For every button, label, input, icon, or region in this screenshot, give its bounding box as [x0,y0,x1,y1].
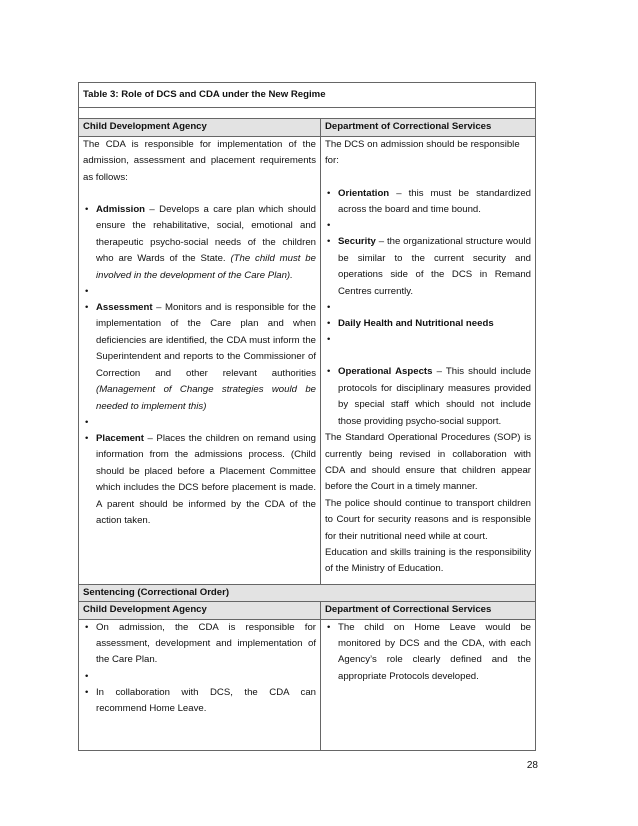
cda-item-placement: • Placement – Places the children on remand using information from the admissions process. (Child should be placed before a Placement Committee which includes the DCS before placement is made. A parent should be informed by the CDA of the action taken. [83,431,316,529]
sentencing-cda-item: • In collaboration with DCS, the CDA can recommend Home Leave. [83,685,316,718]
section1-right-cell [321,136,536,584]
dcs-police-paragraph: The police should continue to transport children to Court for security reasons and is responsible for their nutritional need while at court. [325,497,532,542]
section2-left-cell [79,619,321,750]
section1-right-header: Department of Correctional Services [321,119,536,136]
dcs-item-health: • Daily Health and Nutritional needs [325,316,531,332]
cda-item-assessment: • Assessment – Monitors and is responsible for the implementation of the Care plan and when deficiencies are identified, the CDA must inform the Superintendent and reports to the Commissioner of Correction and other relevant authorities (Management of Change strategies would be needed to implement this) [83,300,316,415]
dcs-item-operational: • Operational Aspects – This should include protocols for disciplinary measures provided by special staff which should not include those providing psycho-social support. [325,364,531,430]
dcs-item-orientation: • Orientation – this must be standardized across the board and time bound. [325,186,531,219]
sentencing-cda-item: • On admission, the CDA is responsible for assessment, development and implementation of the Care Plan. [83,620,316,669]
roles-table [78,82,536,751]
page-number: 28 [526,760,538,771]
section1-left-cell [79,136,321,584]
cda-intro: The CDA is responsible for implementation of the admission, assessment and placement requirements as follows: [83,138,316,183]
cda-item-admission: • Admission – Develops a care plan which should ensure the rehabilitative, social, emotional and therapeutic psycho-social needs of the children who are Wards of the State. (The child must be involved in the development of the Care Plan). [83,202,316,284]
section2-left-header: Child Development Agency [79,602,321,619]
section2-right-cell [321,619,536,750]
section2-right-header: Department of Correctional Services [321,602,536,619]
sentencing-dcs-item: • The child on Home Leave would be monitored by DCS and the CDA, with each Agency’s role clearly defined and the appropriate Protocols developed. [325,620,531,686]
dcs-item-security: • Security – the organizational structure would be similar to the current security and operations side of the DCS in Remand Centres currently. [325,234,531,300]
dcs-sop-paragraph: The Standard Operational Procedures (SOP) is currently being revised in collaboration with CDA and should ensure that children appear before the Court in a timely manner. [325,432,532,493]
dcs-education-paragraph: Education and skills training is the responsibility of the Ministry of Education. [325,546,532,575]
section2-title: Sentencing (Correctional Order) [79,584,536,601]
dcs-intro: The DCS on admission should be responsible for: [325,138,520,167]
section1-left-header: Child Development Agency [79,119,321,136]
table-title: Table 3: Role of DCS and CDA under the New Regime [79,83,536,108]
